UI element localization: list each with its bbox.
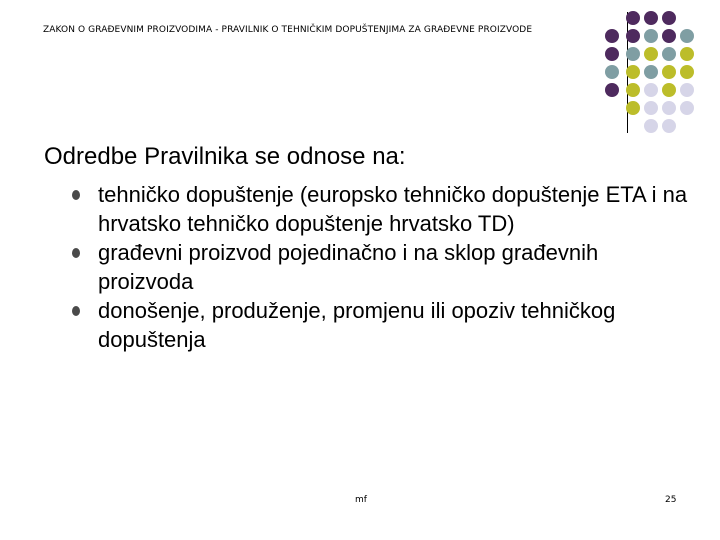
page-number: 25: [665, 495, 677, 505]
bullet-text: građevni proizvod pojedinačno i na sklop građevnih proizvoda: [98, 240, 599, 294]
decorative-dot: [662, 65, 676, 79]
decorative-dot: [644, 29, 658, 43]
decorative-dot: [605, 83, 619, 97]
bullet-item: [70, 296, 690, 354]
bullet-text: tehničko dopuštenje (europsko tehničko dopuštenje ETA i na hrvatsko tehničko dopuštenje hrvatsko TD): [98, 182, 688, 236]
footer-author: mf: [355, 495, 367, 505]
decorative-dot: [680, 83, 694, 97]
decorative-dot: [680, 47, 694, 61]
decorative-dot: [644, 101, 658, 115]
decorative-dot: [662, 119, 676, 133]
bullet-item: [70, 238, 690, 296]
bullet-icon: [72, 190, 80, 200]
decorative-dot: [680, 101, 694, 115]
decorative-dot: [662, 47, 676, 61]
slide-title: Odredbe Pravilnika se odnose na:: [44, 143, 406, 170]
decorative-dot: [605, 47, 619, 61]
decorative-dot: [626, 47, 640, 61]
bullet-list: [70, 180, 690, 354]
decorative-dot: [644, 47, 658, 61]
header-title: ZAKON O GRAĐEVNIM PROIZVODIMA - PRAVILNIK O TEHNIČKIM DOPUŠTENJIMA ZA GRAĐEVNE PROIZVODE: [43, 25, 533, 35]
decorative-dot: [626, 29, 640, 43]
decorative-dot: [680, 65, 694, 79]
decorative-dot: [662, 101, 676, 115]
decorative-dot: [626, 101, 640, 115]
decorative-dot: [662, 29, 676, 43]
decorative-dot: [605, 65, 619, 79]
bullet-icon: [72, 306, 80, 316]
decorative-dot: [644, 119, 658, 133]
decorative-dot: [662, 11, 676, 25]
decorative-dot: [680, 29, 694, 43]
decorative-dot: [626, 83, 640, 97]
decorative-dot: [644, 83, 658, 97]
decorative-dot: [605, 29, 619, 43]
decorative-dot: [644, 65, 658, 79]
bullet-icon: [72, 248, 80, 258]
bullet-item: [70, 180, 690, 238]
bullet-text: donošenje, produženje, promjenu ili opoziv tehničkog dopuštenja: [98, 298, 616, 352]
decorative-dot: [626, 65, 640, 79]
decorative-dot: [626, 11, 640, 25]
decorative-dot: [644, 11, 658, 25]
decorative-dot: [662, 83, 676, 97]
